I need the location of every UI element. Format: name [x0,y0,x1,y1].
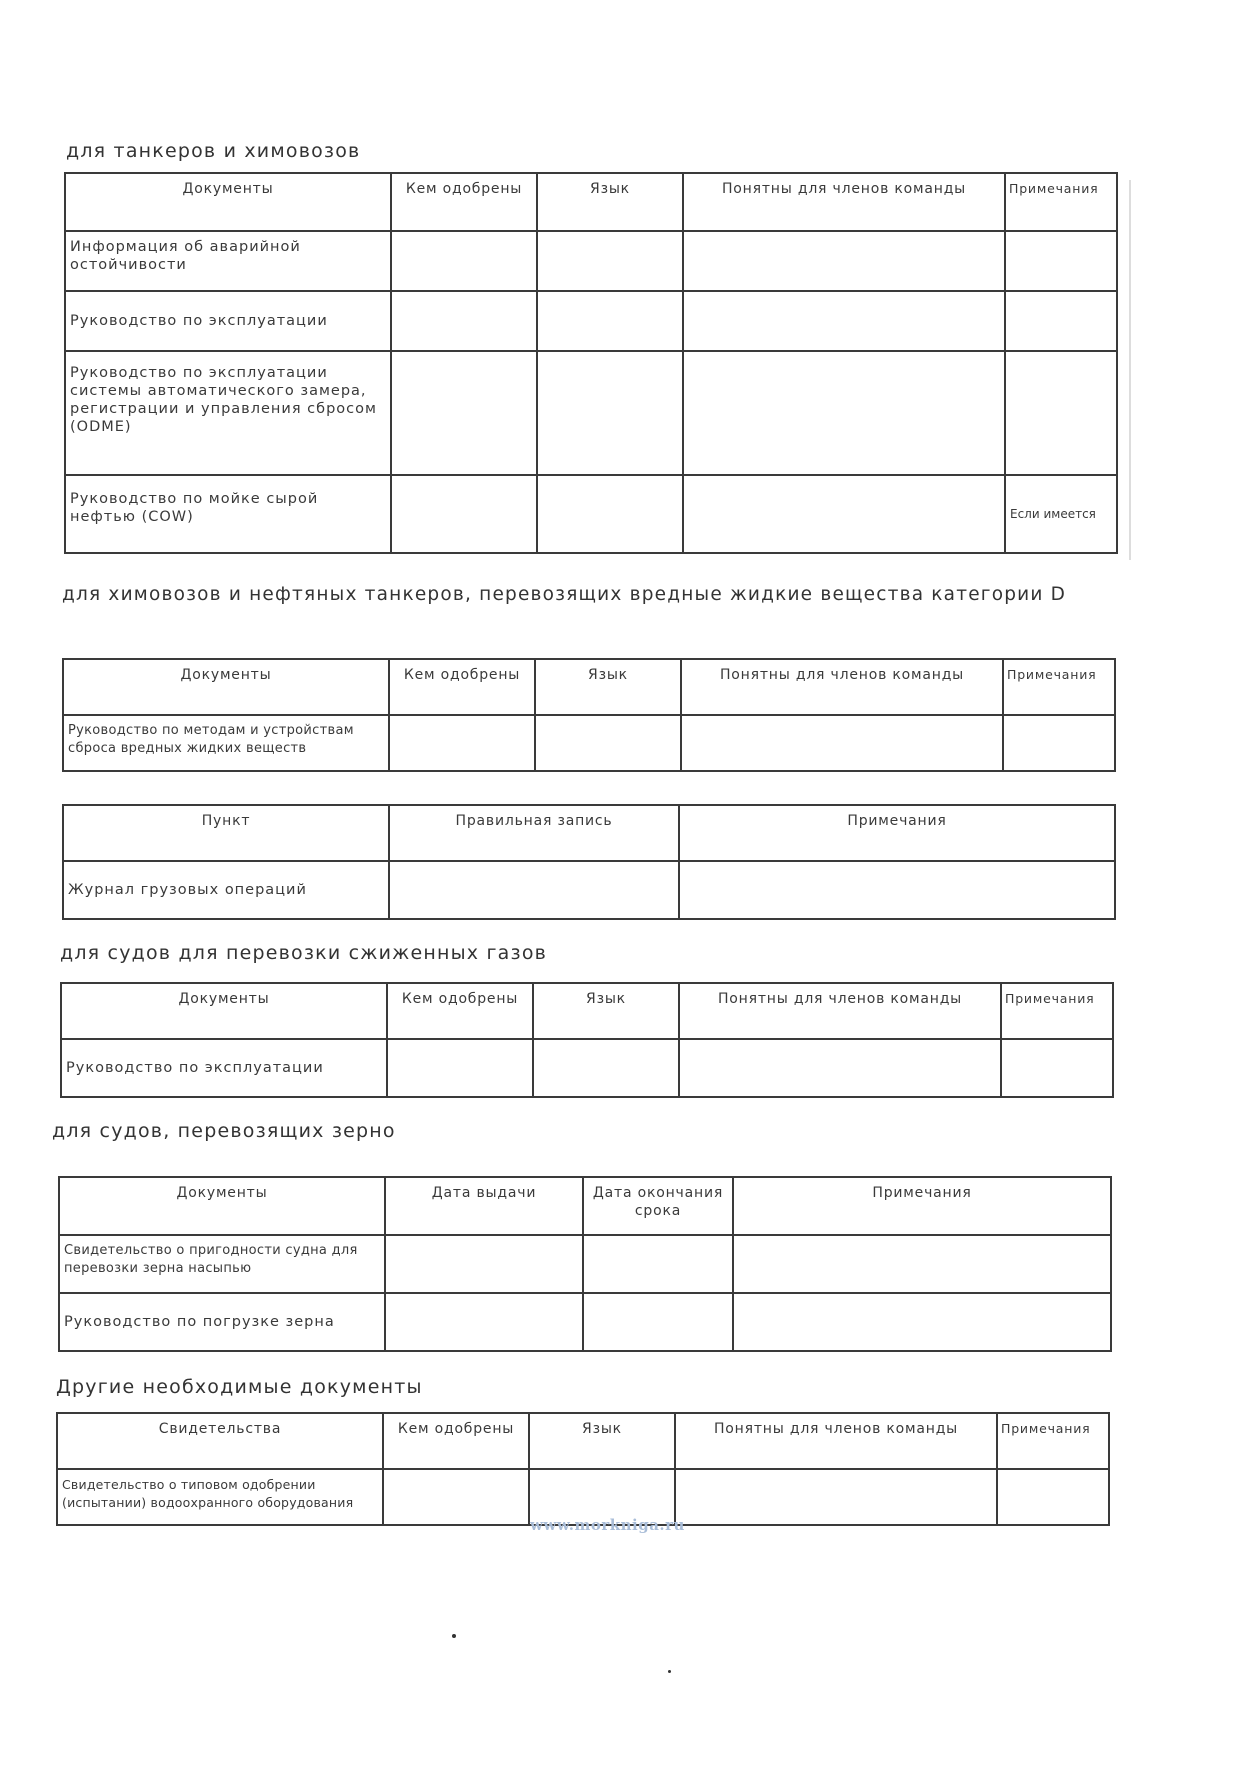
doc-cell: Журнал грузовых операций [63,861,389,919]
table-tankers-chemical [64,172,1118,554]
expiry-date-cell[interactable] [583,1293,733,1351]
language-cell[interactable] [535,715,681,771]
language-cell[interactable] [537,475,683,553]
table-header-row [63,805,1115,861]
header-approved-by: Кем одобрены [391,173,537,231]
approved-by-cell[interactable] [383,1469,529,1525]
header-understood-by-crew: Понятны для членов команды [679,983,1001,1039]
header-documents: Документы [61,983,387,1039]
header-notes: Примечания [679,805,1115,861]
header-issue-date: Дата выдачи [385,1177,583,1235]
doc-cell: Руководство по эксплуатации [65,291,391,351]
section-title-noxious-liquids: для химовозов и нефтяных танкеров, перевозящих вредные жидкие вещества категории D [62,584,1067,605]
approved-by-cell[interactable] [391,231,537,291]
understood-cell[interactable] [683,351,1005,475]
header-certificates: Свидетельства [57,1413,383,1469]
header-understood-by-crew: Понятны для членов команды [681,659,1003,715]
table-row [63,715,1115,771]
table-row [65,231,1117,291]
language-cell[interactable] [537,291,683,351]
table-row [59,1235,1111,1293]
table-other-documents [56,1412,1110,1526]
header-documents: Документы [63,659,389,715]
table-header-row [59,1177,1111,1235]
doc-cell: Руководство по методам и устройствам сброса вредных жидких веществ [63,715,389,771]
language-cell[interactable] [537,351,683,475]
header-approved-by: Кем одобрены [383,1413,529,1469]
approved-by-cell[interactable] [391,291,537,351]
doc-cell: Информация об аварийной остойчивости [65,231,391,291]
note-cell[interactable] [1003,715,1115,771]
table-row [65,351,1117,475]
understood-cell[interactable] [683,475,1005,553]
note-cell[interactable] [679,861,1115,919]
table-row [65,475,1117,553]
issue-date-cell[interactable] [385,1235,583,1293]
header-expiry-date: Дата окончания срока [583,1177,733,1235]
header-item: Пункт [63,805,389,861]
note-cell[interactable] [1005,291,1117,351]
language-cell[interactable] [533,1039,679,1097]
header-language: Язык [533,983,679,1039]
understood-cell[interactable] [681,715,1003,771]
understood-cell[interactable] [683,291,1005,351]
approved-by-cell[interactable] [389,715,535,771]
header-language: Язык [535,659,681,715]
header-documents: Документы [65,173,391,231]
header-documents: Документы [59,1177,385,1235]
table-header-row [61,983,1113,1039]
doc-cell: Свидетельство о пригодности судна для перевозки зерна насыпью [59,1235,385,1293]
section-title-liquefied-gas: для судов для перевозки сжиженных газов [60,942,548,964]
header-understood-by-crew: Понятны для членов команды [675,1413,997,1469]
table-header-row [65,173,1117,231]
table-header-row [57,1413,1109,1469]
header-language: Язык [529,1413,675,1469]
table-noxious-liquids [62,658,1116,772]
scan-edge-shadow [1129,180,1131,560]
correct-entry-cell[interactable] [389,861,679,919]
watermark: www.morkniga.ru [530,1516,685,1534]
header-notes: Примечания [1005,173,1117,231]
expiry-date-cell[interactable] [583,1235,733,1293]
language-cell[interactable] [537,231,683,291]
doc-cell: Руководство по мойке сырой нефтью (COW) [65,475,391,553]
table-cargo-record-book [62,804,1116,920]
note-cell[interactable] [997,1469,1109,1525]
doc-cell: Свидетельство о типовом одобрении (испытании) водоохранного оборудования [57,1469,383,1525]
header-understood-by-crew: Понятны для членов команды [683,173,1005,231]
table-liquefied-gas [60,982,1114,1098]
header-notes: Примечания [997,1413,1109,1469]
scan-speck [668,1670,671,1673]
approved-by-cell[interactable] [391,475,537,553]
issue-date-cell[interactable] [385,1293,583,1351]
doc-cell: Руководство по погрузке зерна [59,1293,385,1351]
note-cell[interactable] [1001,1039,1113,1097]
doc-cell: Руководство по эксплуатации [61,1039,387,1097]
header-approved-by: Кем одобрены [389,659,535,715]
section-title-tankers: для танкеров и химовозов [66,140,361,162]
note-cell[interactable] [733,1235,1111,1293]
understood-cell[interactable] [679,1039,1001,1097]
header-notes: Примечания [1001,983,1113,1039]
table-row [65,291,1117,351]
table-header-row [63,659,1115,715]
note-cell[interactable]: Если имеется [1005,475,1117,553]
header-language: Язык [537,173,683,231]
header-notes: Примечания [733,1177,1111,1235]
table-row [61,1039,1113,1097]
section-title-other-documents: Другие необходимые документы [56,1376,423,1398]
doc-cell: Руководство по эксплуатации системы автоматического замера, регистрации и управления сбросом (ODME) [65,351,391,475]
header-approved-by: Кем одобрены [387,983,533,1039]
header-notes: Примечания [1003,659,1115,715]
understood-cell[interactable] [683,231,1005,291]
note-cell[interactable] [1005,351,1117,475]
understood-cell[interactable] [675,1469,997,1525]
section-title-grain: для судов, перевозящих зерно [52,1120,396,1142]
table-row [63,861,1115,919]
header-correct-entry: Правильная запись [389,805,679,861]
table-grain [58,1176,1112,1352]
note-cell[interactable] [1005,231,1117,291]
approved-by-cell[interactable] [387,1039,533,1097]
table-row [59,1293,1111,1351]
approved-by-cell[interactable] [391,351,537,475]
scan-speck [452,1634,456,1638]
note-cell[interactable] [733,1293,1111,1351]
